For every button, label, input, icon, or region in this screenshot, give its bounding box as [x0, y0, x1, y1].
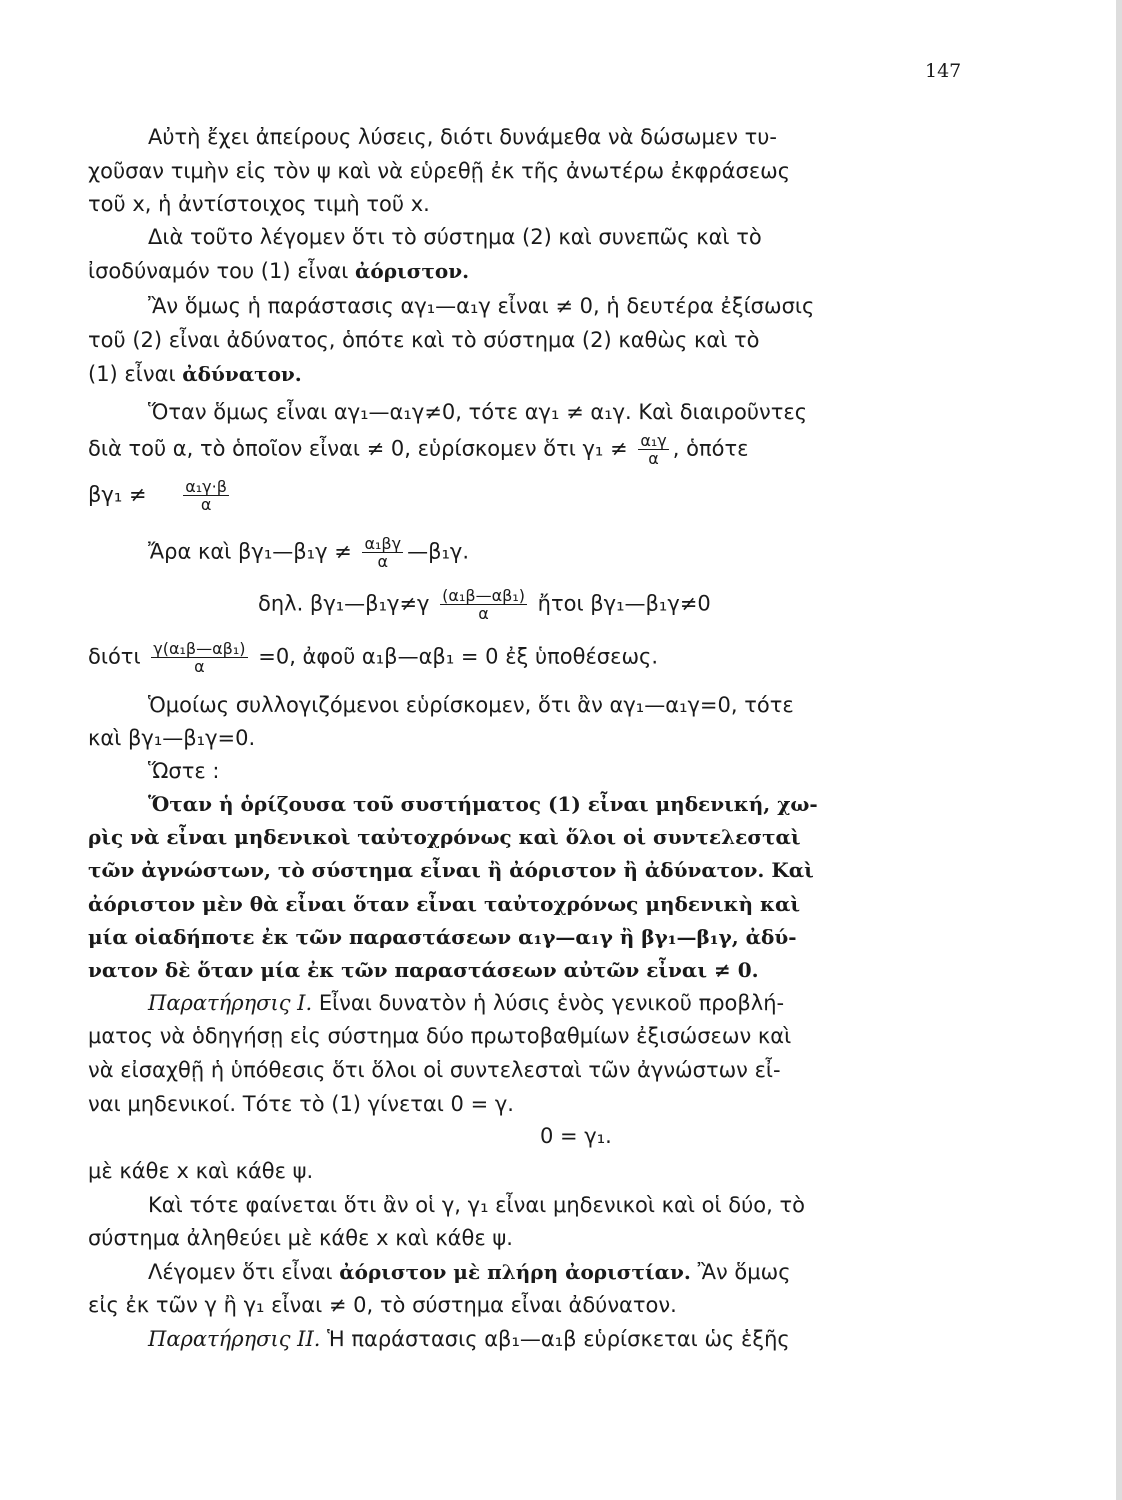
text-span: Ἄρα καὶ βγ₁—β₁γ ≠ — [148, 539, 352, 564]
text-span: ἤτοι βγ₁—β₁γ≠0 — [537, 591, 711, 616]
text-span: Ἡ παράστασις αβ₁—α₁β εὑρίσκεται ὡς ἑξῆς — [327, 1327, 790, 1351]
text-line: τοῦ x, ἡ ἀντίστοιχος τιμὴ τοῦ x. — [88, 192, 430, 216]
bold-term: ἀόριστον μὲ πλήρη ἀοριστίαν. — [339, 1260, 691, 1284]
remark-heading: Παρατήρησις ΙΙ. — [148, 1327, 321, 1351]
text-span: =0, ἀφοῦ α₁β—αβ₁ = 0 ἐξ ὑποθέσεως. — [258, 644, 659, 669]
text-line — [148, 1257, 1018, 1287]
fraction-numerator: α₁βγ — [364, 534, 402, 553]
text-span: Λέγομεν ὅτι εἶναι — [148, 1260, 333, 1284]
text-span: Ἂν ὅμως — [697, 1260, 791, 1284]
text-line: σύστημα ἀληθεύει μὲ κάθε x καὶ κάθε ψ. — [88, 1226, 513, 1250]
text-line: νὰ εἰσαχθῇ ἡ ὑπόθεσις ὅτι ὅλοι οἱ συντελεσταὶ τῶν ἀγνώστων εἶ- — [88, 1058, 781, 1082]
bold-text-line: τῶν ἀγνώστων, τὸ σύστημα εἶναι ἢ ἀόριστον ἢ ἀδύνατον. Καὶ — [88, 858, 814, 882]
text-line: Διὰ τοῦτο λέγομεν ὅτι τὸ σύστημα (2) καὶ συνεπῶς καὶ τὸ — [148, 225, 762, 249]
fraction-numerator: γ(α₁β—αβ₁) — [153, 639, 246, 658]
fraction-denominator: α — [377, 552, 389, 571]
fraction-numerator: (α₁β—αβ₁) — [442, 586, 525, 605]
bold-text-line: ρὶς νὰ εἶναι μηδενικοὶ ταὐτοχρόνως καὶ ὅλοι οἱ συντελεσταὶ — [88, 825, 801, 849]
text-span: , ὁπότε — [672, 436, 749, 461]
text-span: (1) εἶναι — [88, 362, 176, 386]
text-line: χοῦσαν τιμὴν εἰς τὸν ψ καὶ νὰ εὑρεθῇ ἐκ τῆς ἀνωτέρω ἐκφράσεως — [88, 159, 791, 183]
bold-term: ἀόριστον. — [355, 259, 470, 283]
equation-line — [88, 478, 958, 513]
bold-text-line: ἀόριστον μὲν θὰ εἶναι ὅταν εἶναι ταὐτοχρόνως μηδενικὴ καὶ — [88, 892, 801, 916]
scan-edge — [1116, 0, 1122, 1500]
text-line: τοῦ (2) εἶναι ἀδύνατος, ὁπότε καὶ τὸ σύστημα (2) καθὼς καὶ τὸ — [88, 328, 760, 352]
text-line: ναι μηδενικοί. Τότε τὸ (1) γίνεται 0 = γ. — [88, 1092, 514, 1116]
text-line — [88, 359, 958, 389]
equation-line — [258, 587, 1122, 622]
fraction — [638, 432, 668, 467]
text-line: Ὁμοίως συλλογιζόμενοι εὑρίσκομεν, ὅτι ἂν αγ₁—α₁γ=0, τότε — [148, 693, 794, 717]
bold-text-line: Ὅταν ἡ ὁρίζουσα τοῦ συστήματος (1) εἶναι μηδενική, χω- — [148, 792, 818, 816]
equation-line — [148, 535, 1018, 570]
bold-term: ἀδύνατον. — [182, 362, 302, 386]
text-span: Εἶναι δυνατὸν ἡ λύσις ἑνὸς γενικοῦ προβλή- — [318, 991, 785, 1015]
page-number: 147 — [925, 60, 962, 82]
text-line — [88, 432, 958, 467]
text-line: ματος νὰ ὁδηγήσῃ εἰς σύστημα δύο πρωτοβαθμίων ἐξισώσεων καὶ — [88, 1024, 792, 1048]
text-line: εἰς ἐκ τῶν γ ἢ γ₁ εἶναι ≠ 0, τὸ σύστημα εἶναι ἀδύνατον. — [88, 1293, 677, 1317]
text-line — [148, 1324, 1018, 1354]
text-span: διὰ τοῦ α, τὸ ὁποῖον εἶναι ≠ 0, εὑρίσκομεν ὅτι γ₁ ≠ — [88, 436, 628, 461]
text-line: Ὥστε : — [148, 759, 220, 783]
text-line: καὶ βγ₁—β₁γ=0. — [88, 726, 256, 750]
text-line: Αὐτὴ ἔχει ἀπείρους λύσεις, διότι δυνάμεθα νὰ δώσωμεν τυ- — [148, 125, 777, 149]
fraction — [183, 478, 229, 513]
fraction — [362, 535, 403, 570]
text-line — [148, 988, 1018, 1018]
text-span: —β₁γ. — [407, 539, 470, 564]
fraction-numerator: α₁γ — [640, 431, 667, 450]
text-line: Καὶ τότε φαίνεται ὅτι ἂν οἱ γ, γ₁ εἶναι μηδενικοὶ καὶ οἱ δύο, τὸ — [148, 1193, 805, 1217]
fraction-denominator: α — [478, 604, 489, 623]
equation-line — [88, 640, 958, 675]
text-line — [88, 256, 958, 286]
text-span: διότι — [88, 644, 141, 669]
fraction-numerator: α₁γ·β — [185, 477, 227, 496]
fraction-denominator: α — [194, 657, 205, 676]
fraction — [151, 640, 247, 675]
bold-text-line: νατον δὲ ὅταν μία ἐκ τῶν παραστάσεων αὐτῶν εἶναι ≠ 0. — [88, 958, 759, 982]
text-line: Ὅταν ὅμως εἶναι αγ₁—α₁γ≠0, τότε αγ₁ ≠ α₁γ. Καὶ διαιροῦντες — [148, 400, 808, 424]
equation-line: 0 = γ₁. — [540, 1124, 612, 1148]
remark-heading: Παρατήρησις Ι. — [148, 991, 313, 1015]
fraction-denominator: α — [200, 495, 212, 514]
fraction-denominator: α — [648, 449, 659, 468]
text-span: ἰσοδύναμόν του (1) εἶναι — [88, 259, 349, 283]
text-span: δηλ. βγ₁—β₁γ≠γ — [258, 591, 430, 616]
text-line: μὲ κάθε x καὶ κάθε ψ. — [88, 1159, 314, 1183]
text-span: βγ₁ ≠ — [88, 482, 147, 507]
text-line: Ἂν ὅμως ἡ παράστασις αγ₁—α₁γ εἶναι ≠ 0, ἡ δευτέρα ἐξίσωσις — [148, 294, 815, 318]
fraction — [440, 587, 527, 622]
bold-text-line: μία οἱαδήποτε ἐκ τῶν παραστάσεων α₁γ—α₁γ ἢ βγ₁—β₁γ, ἀδύ- — [88, 925, 797, 949]
